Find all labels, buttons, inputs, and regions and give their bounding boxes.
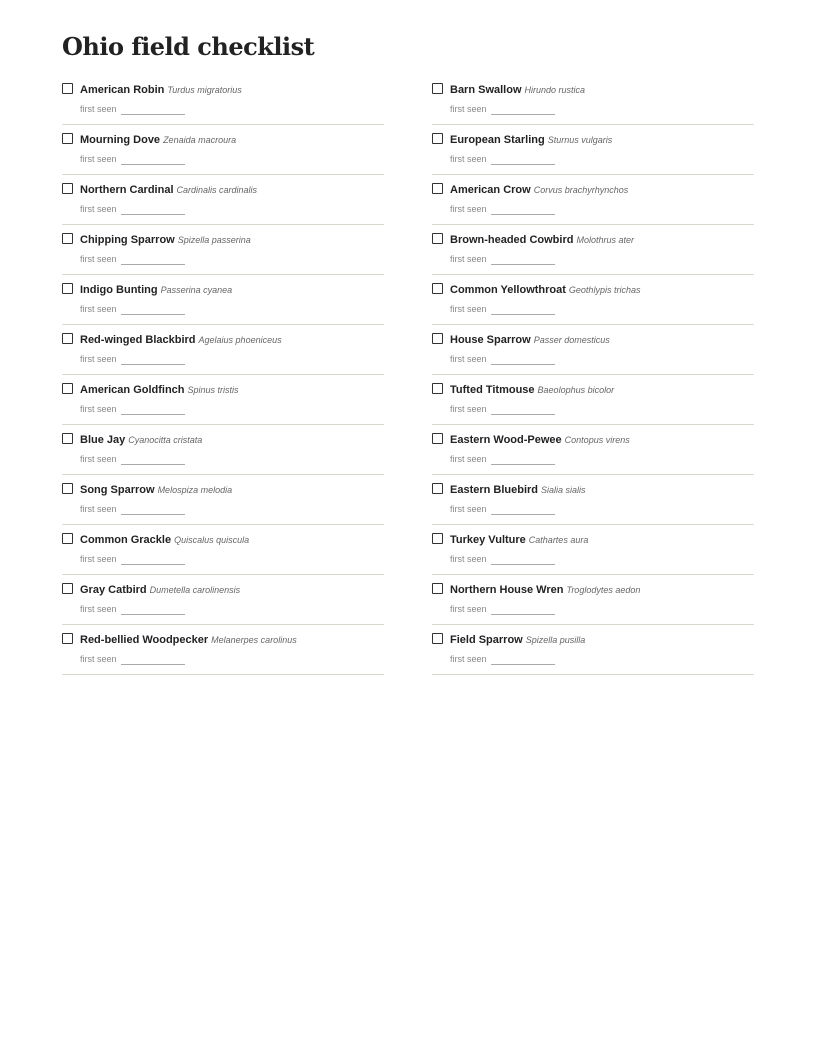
common-name: Mourning Dove [80,134,161,146]
common-name: Red-winged Blackbird [80,334,196,346]
first-seen-blank[interactable] [121,364,185,365]
seen-checkbox[interactable] [62,183,73,194]
first-seen-label: first seen [80,404,117,414]
scientific-name: Geothlypis trichas [568,285,641,295]
scientific-name: Spizella passerina [177,235,251,245]
first-seen-label: first seen [450,254,487,264]
first-seen-row [450,552,555,566]
first-seen-blank[interactable] [491,514,555,515]
seen-checkbox[interactable] [62,483,73,494]
checklist-entry [62,475,384,525]
first-seen-row [80,602,185,616]
first-seen-label: first seen [450,304,487,314]
first-seen-blank[interactable] [491,614,555,615]
checklist-entry [62,225,384,275]
first-seen-row [450,352,555,366]
first-seen-blank[interactable] [491,564,555,565]
checklist-column-left [62,75,384,675]
species-name-line [80,181,257,198]
first-seen-blank[interactable] [121,464,185,465]
species-name-line [80,531,249,548]
species-name-line [80,631,297,648]
common-name: Tufted Titmouse [450,384,535,396]
species-name-line [450,581,640,598]
seen-checkbox[interactable] [432,333,443,344]
scientific-name: Cathartes aura [528,535,589,545]
seen-checkbox[interactable] [432,633,443,644]
seen-checkbox[interactable] [62,283,73,294]
first-seen-label: first seen [80,304,117,314]
scientific-name: Corvus brachyrhynchos [533,185,629,195]
first-seen-label: first seen [450,504,487,514]
species-name-line [80,131,236,148]
scientific-name: Passer domesticus [533,335,610,345]
seen-checkbox[interactable] [432,133,443,144]
seen-checkbox[interactable] [62,233,73,244]
species-name-line [80,481,232,498]
scientific-name: Spinus tristis [187,385,239,395]
checklist-entry [62,75,384,125]
first-seen-row [80,302,185,316]
species-name-line [450,281,640,298]
seen-checkbox[interactable] [432,283,443,294]
scientific-name: Quiscalus quiscula [174,535,250,545]
common-name: Blue Jay [80,434,126,446]
first-seen-blank[interactable] [491,314,555,315]
first-seen-label: first seen [450,554,487,564]
common-name: Northern House Wren [450,584,564,596]
common-name: House Sparrow [450,334,531,346]
checklist-entry [432,75,754,125]
common-name: Common Grackle [80,534,172,546]
seen-checkbox[interactable] [432,83,443,94]
first-seen-label: first seen [80,104,117,114]
first-seen-blank[interactable] [121,514,185,515]
first-seen-label: first seen [450,404,487,414]
first-seen-blank[interactable] [121,564,185,565]
common-name: Song Sparrow [80,484,155,496]
common-name: Barn Swallow [450,84,522,96]
seen-checkbox[interactable] [432,233,443,244]
species-name-line [80,381,239,398]
first-seen-blank[interactable] [491,264,555,265]
checklist-entry [432,325,754,375]
scientific-name: Turdus migratorius [167,85,242,95]
checklist-entry [432,375,754,425]
first-seen-blank[interactable] [491,364,555,365]
first-seen-row [80,502,185,516]
first-seen-blank[interactable] [121,314,185,315]
first-seen-label: first seen [80,354,117,364]
first-seen-blank[interactable] [491,164,555,165]
first-seen-label: first seen [450,154,487,164]
first-seen-row [80,402,185,416]
first-seen-row [80,352,185,366]
species-name-line [80,81,242,98]
scientific-name: Sturnus vulgaris [547,135,613,145]
seen-checkbox[interactable] [62,383,73,394]
scientific-name: Cyanocitta cristata [128,435,203,445]
seen-checkbox[interactable] [62,583,73,594]
common-name: Gray Catbird [80,584,147,596]
seen-checkbox[interactable] [62,633,73,644]
seen-checkbox[interactable] [432,583,443,594]
scientific-name: Contopus virens [564,435,630,445]
seen-checkbox[interactable] [62,433,73,444]
scientific-name: Spizella pusilla [525,635,586,645]
first-seen-blank[interactable] [121,114,185,115]
scientific-name: Agelaius phoeniceus [198,335,282,345]
first-seen-label: first seen [450,604,487,614]
scientific-name: Troglodytes aedon [566,585,641,595]
species-name-line [80,281,232,298]
checklist-entry [62,375,384,425]
common-name: Chipping Sparrow [80,234,175,246]
first-seen-row [450,602,555,616]
scientific-name: Dumetella carolinensis [149,585,241,595]
first-seen-row [450,252,555,266]
common-name: American Goldfinch [80,384,185,396]
common-name: Eastern Bluebird [450,484,539,496]
first-seen-blank[interactable] [121,414,185,415]
common-name: American Robin [80,84,165,96]
species-name-line [450,431,630,448]
common-name: Eastern Wood-Pewee [450,434,562,446]
seen-checkbox[interactable] [432,533,443,544]
common-name: American Crow [450,184,531,196]
first-seen-row [80,252,185,266]
species-name-line [80,581,240,598]
species-name-line [450,631,585,648]
first-seen-label: first seen [80,604,117,614]
first-seen-row [80,552,185,566]
seen-checkbox[interactable] [62,83,73,94]
checklist-entry [62,125,384,175]
common-name: European Starling [450,134,545,146]
checklist-entry [62,575,384,625]
common-name: Brown-headed Cowbird [450,234,574,246]
first-seen-row [80,452,185,466]
species-name-line [450,481,586,498]
seen-checkbox[interactable] [62,133,73,144]
checklist-entry [432,225,754,275]
scientific-name: Hirundo rustica [524,85,586,95]
first-seen-row [450,102,555,116]
scientific-name: Molothrus ater [576,235,634,245]
scientific-name: Baeolophus bicolor [537,385,615,395]
checklist-entry [62,525,384,575]
first-seen-label: first seen [450,104,487,114]
first-seen-row [450,652,555,666]
first-seen-label: first seen [450,354,487,364]
checklist-entry [432,425,754,475]
common-name: Field Sparrow [450,634,523,646]
common-name: Common Yellowthroat [450,284,566,296]
first-seen-row [80,102,185,116]
checklist-entry [432,575,754,625]
first-seen-label: first seen [80,504,117,514]
species-name-line [450,381,614,398]
scientific-name: Cardinalis cardinalis [176,185,258,195]
first-seen-row [450,302,555,316]
first-seen-label: first seen [80,154,117,164]
checklist-entry [432,125,754,175]
first-seen-row [80,152,185,166]
first-seen-label: first seen [450,204,487,214]
species-name-line [80,231,251,248]
first-seen-row [450,452,555,466]
first-seen-blank[interactable] [121,264,185,265]
first-seen-blank[interactable] [121,614,185,615]
first-seen-blank[interactable] [491,114,555,115]
scientific-name: Zenaida macroura [163,135,237,145]
checklist-entry [432,625,754,675]
first-seen-blank[interactable] [491,664,555,665]
first-seen-blank[interactable] [121,214,185,215]
species-name-line [80,331,282,348]
checklist-entry [62,425,384,475]
species-name-line [450,531,588,548]
seen-checkbox[interactable] [432,383,443,394]
seen-checkbox[interactable] [62,533,73,544]
scientific-name: Melanerpes carolinus [211,635,297,645]
first-seen-blank[interactable] [491,214,555,215]
seen-checkbox[interactable] [432,183,443,194]
first-seen-label: first seen [80,254,117,264]
page-title: Ohio field checklist [62,32,315,61]
checklist-entry [62,325,384,375]
first-seen-blank[interactable] [121,664,185,665]
scientific-name: Passerina cyanea [160,285,233,295]
first-seen-blank[interactable] [121,164,185,165]
scientific-name: Melospiza melodia [157,485,233,495]
first-seen-label: first seen [80,454,117,464]
common-name: Northern Cardinal [80,184,174,196]
first-seen-row [450,202,555,216]
first-seen-row [450,402,555,416]
first-seen-label: first seen [450,454,487,464]
scientific-name: Sialia sialis [541,485,586,495]
common-name: Indigo Bunting [80,284,158,296]
first-seen-label: first seen [80,554,117,564]
checklist-entry [62,175,384,225]
species-name-line [80,431,202,448]
common-name: Turkey Vulture [450,534,526,546]
seen-checkbox[interactable] [432,483,443,494]
checklist-entry [432,175,754,225]
first-seen-row [80,652,185,666]
first-seen-label: first seen [450,654,487,664]
first-seen-label: first seen [80,204,117,214]
checklist-entry [432,275,754,325]
first-seen-blank[interactable] [491,464,555,465]
species-name-line [450,331,610,348]
common-name: Red-bellied Woodpecker [80,634,209,646]
species-name-line [450,231,634,248]
checklist-entry [62,275,384,325]
species-name-line [450,81,585,98]
first-seen-row [80,202,185,216]
first-seen-row [450,502,555,516]
seen-checkbox[interactable] [62,333,73,344]
species-name-line [450,181,628,198]
first-seen-label: first seen [80,654,117,664]
checklist-column-right [432,75,754,675]
first-seen-row [450,152,555,166]
species-name-line [450,131,612,148]
checklist-entry [62,625,384,675]
checklist-entry [432,475,754,525]
first-seen-blank[interactable] [491,414,555,415]
seen-checkbox[interactable] [432,433,443,444]
checklist-entry [432,525,754,575]
